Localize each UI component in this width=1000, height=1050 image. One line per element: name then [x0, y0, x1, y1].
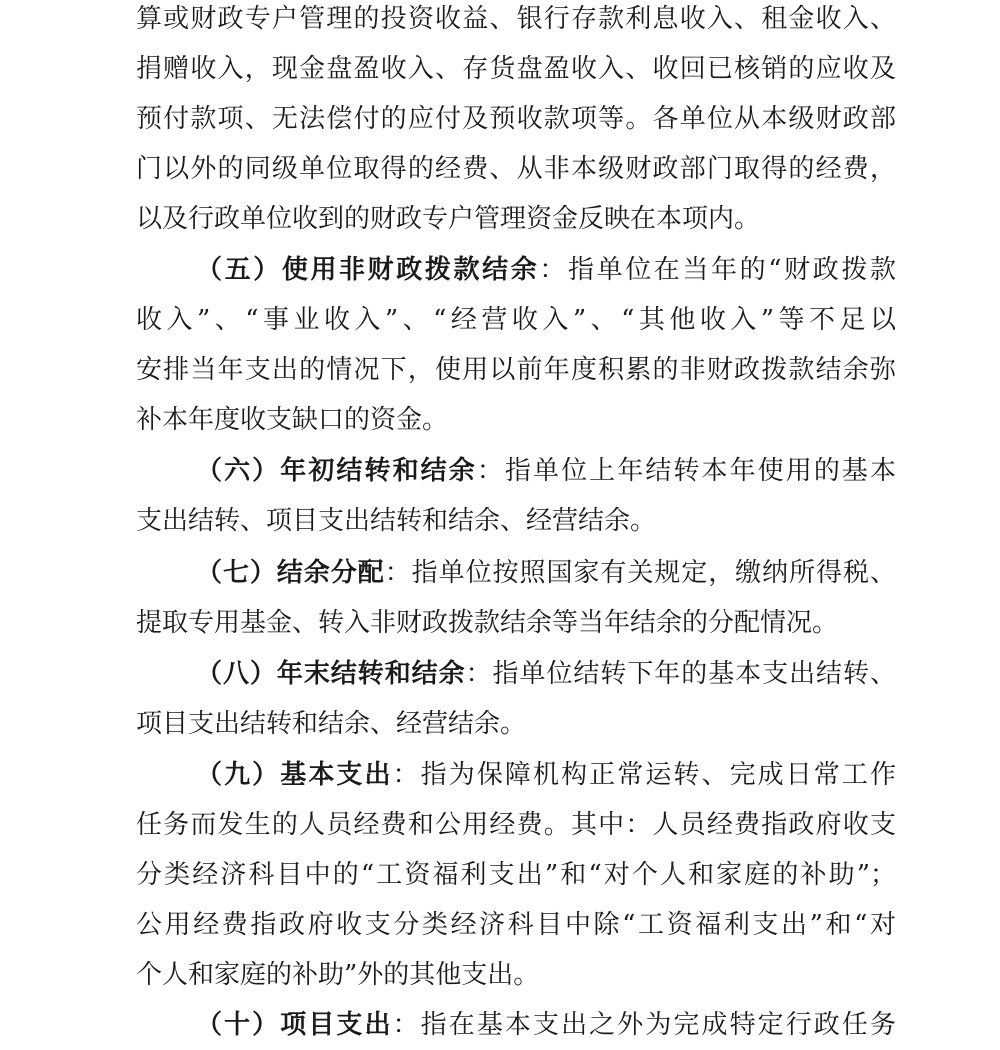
text-span: ：指为保障机构正常运转、完成日常工作 — [392, 760, 896, 790]
text-line: 算或财政专户管理的投资收益、银行存款利息收入、租金收入、 — [136, 4, 896, 34]
section-heading: （七）结余分配 — [196, 558, 385, 588]
text-line: 补本年度收支缺口的资金。 — [136, 405, 449, 435]
text-line: 提取专用基金、转入非财政拨款结余等当年结余的分配情况。 — [136, 608, 839, 638]
text-line: 分类经济科目中的“工资福利支出”和“对个人和家庭的补助”； — [136, 860, 896, 890]
paragraph-first-line — [196, 245, 896, 295]
text-span: ：指单位上年结转本年使用的基本 — [476, 456, 896, 486]
text-line: 个人和家庭的补助”外的其他支出。 — [136, 960, 540, 990]
text-line: 支出结转、项目支出结转和结余、经营结余。 — [136, 506, 657, 536]
text-span: ：指单位结转下年的基本支出结转、 — [465, 659, 896, 689]
text-line: 公用经费指政府收支分类经济科目中除“工资福利支出”和“对 — [136, 910, 896, 940]
paragraph-first-line — [196, 750, 896, 800]
text-line: 安排当年支出的情况下，使用以前年度积累的非财政拨款结余弥 — [136, 355, 896, 385]
text-span: ：指单位在当年的“财政拨款 — [539, 255, 896, 285]
text-line: 预付款项、无法偿付的应付及预收款项等。各单位从本级财政部 — [136, 104, 896, 134]
section-heading: （九）基本支出 — [196, 760, 393, 790]
text-line: 项目支出结转和结余、经营结余。 — [136, 709, 527, 739]
text-line: 捐赠收入，现金盘盈收入、存货盘盈收入、收回已核销的应收及 — [136, 54, 896, 84]
section-heading: （五）使用非财政拨款结余 — [196, 255, 540, 285]
text-line: 收入”、“事业收入”、“经营收入”、“其他收入”等不足以 — [136, 305, 896, 335]
text-line: 以及行政单位收到的财政专户管理资金反映在本项内。 — [136, 204, 761, 234]
paragraph-first-line — [196, 548, 896, 598]
section-heading: （六）年初结转和结余 — [196, 456, 477, 486]
text-span: ：指在基本支出之外为完成特定行政任务 — [392, 1010, 896, 1040]
text-line: 门以外的同级单位取得的经费、从非本级财政部门取得的经费， — [136, 154, 896, 184]
paragraph-first-line — [196, 446, 896, 496]
section-heading: （十）项目支出 — [196, 1010, 393, 1040]
text-line: 任务而发生的人员经费和公用经费。其中：人员经费指政府收支 — [136, 810, 896, 840]
paragraph-first-line — [196, 649, 896, 699]
text-span: ：指单位按照国家有关规定，缴纳所得税、 — [384, 558, 896, 588]
section-heading: （八）年末结转和结余 — [196, 659, 466, 689]
